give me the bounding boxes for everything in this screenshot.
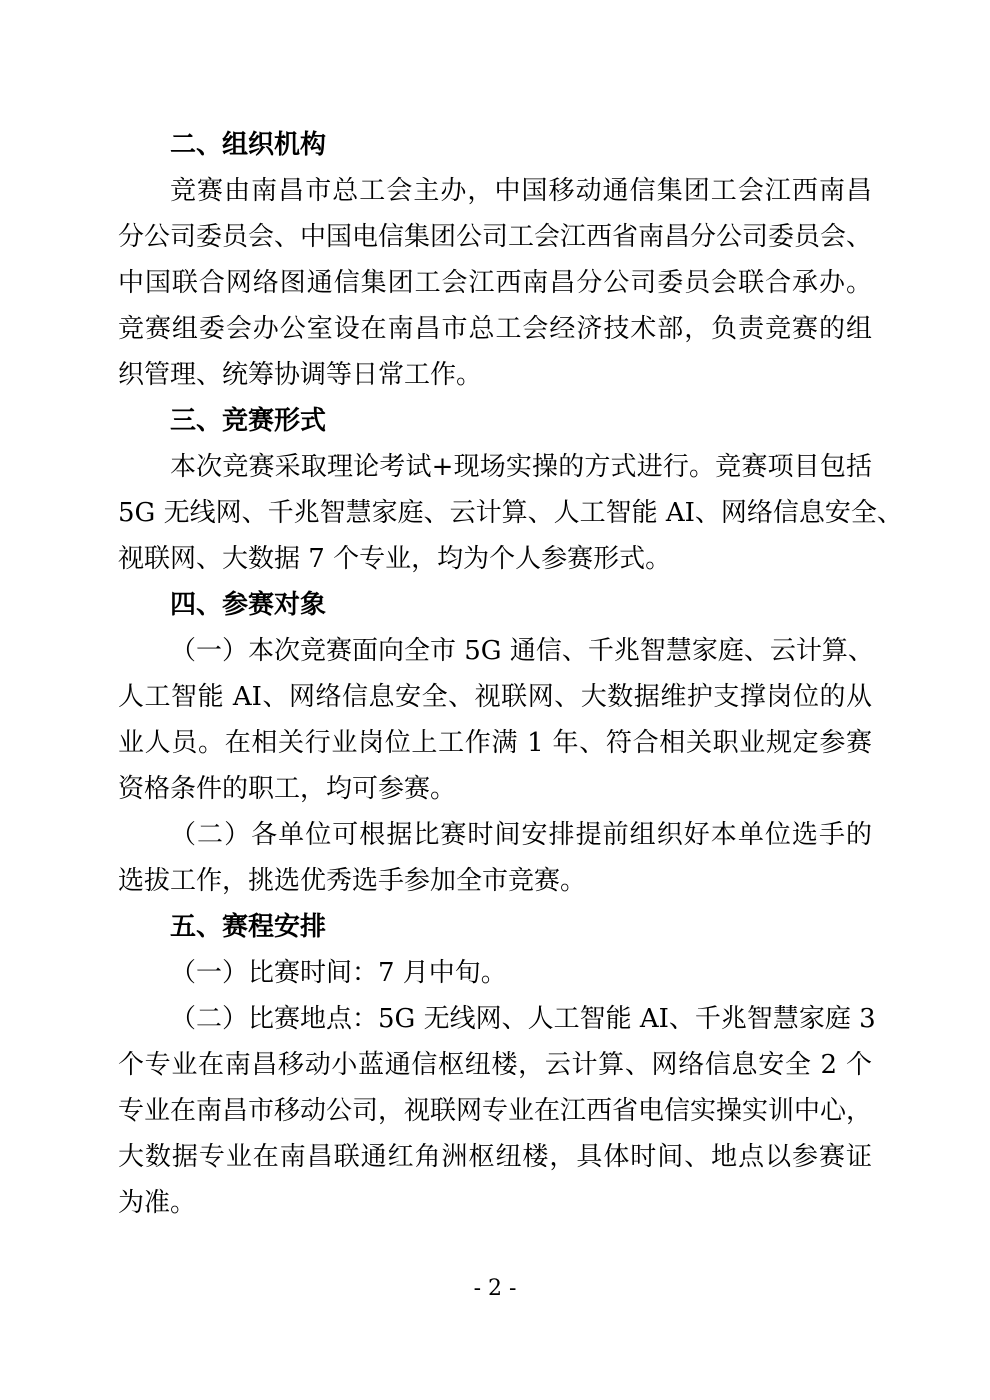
paragraph-line: 分公司委员会、中国电信集团公司工会江西省南昌分公司委员会、 [118, 222, 873, 252]
paragraph-line: 为准。 [118, 1188, 197, 1218]
section-heading-schedule: 五、赛程安排 [170, 912, 327, 942]
paragraph-line: （二）各单位可根据比赛时间安排提前组织好本单位选手的 [170, 820, 872, 850]
paragraph-line: 人工智能 AI、网络信息安全、视联网、大数据维护支撑岗位的从 [118, 682, 872, 712]
paragraph-line: 大数据专业在南昌联通红角洲枢纽楼，具体时间、地点以参赛证 [118, 1142, 872, 1172]
section-heading-participants: 四、参赛对象 [170, 590, 327, 620]
section-heading-organization: 二、组织机构 [170, 130, 327, 160]
paragraph-line: 专业在南昌市移动公司，视联网专业在江西省电信实操实训中心， [118, 1096, 873, 1126]
paragraph-line: 个专业在南昌移动小蓝通信枢纽楼，云计算、网络信息安全 2 个 [118, 1050, 872, 1080]
paragraph-line: 竞赛组委会办公室设在南昌市总工会经济技术部，负责竞赛的组 [118, 314, 872, 344]
section-heading-format: 三、竞赛形式 [170, 406, 327, 436]
document-body [118, 122, 903, 1226]
paragraph-line: 竞赛由南昌市总工会主办，中国移动通信集团工会江西南昌 [170, 176, 872, 206]
paragraph-line: 选拔工作，挑选优秀选手参加全市竞赛。 [118, 866, 587, 896]
paragraph-line: 5G 无线网、千兆智慧家庭、云计算、人工智能 AI、网络信息安全、 [118, 498, 903, 528]
paragraph-line: 业人员。在相关行业岗位上工作满 1 年、符合相关职业规定参赛 [118, 728, 872, 758]
page-number: - 2 - [473, 1276, 517, 1301]
paragraph-line: （二）比赛地点：5G 无线网、人工智能 AI、千兆智慧家庭 3 [170, 1004, 876, 1034]
paragraph-line: 中国联合网络图通信集团工会江西南昌分公司委员会联合承办。 [118, 268, 872, 298]
paragraph-line: （一）本次竞赛面向全市 5G 通信、千兆智慧家庭、云计算、 [170, 636, 874, 666]
paragraph-line: 资格条件的职工，均可参赛。 [118, 774, 457, 804]
paragraph-line: （一）比赛时间：7 月中旬。 [170, 958, 507, 988]
paragraph-line: 织管理、统筹协调等日常工作。 [118, 360, 483, 390]
paragraph-line: 视联网、大数据 7 个专业，均为个人参赛形式。 [118, 544, 672, 574]
paragraph-line: 本次竞赛采取理论考试+现场实操的方式进行。竞赛项目包括 [170, 452, 872, 482]
